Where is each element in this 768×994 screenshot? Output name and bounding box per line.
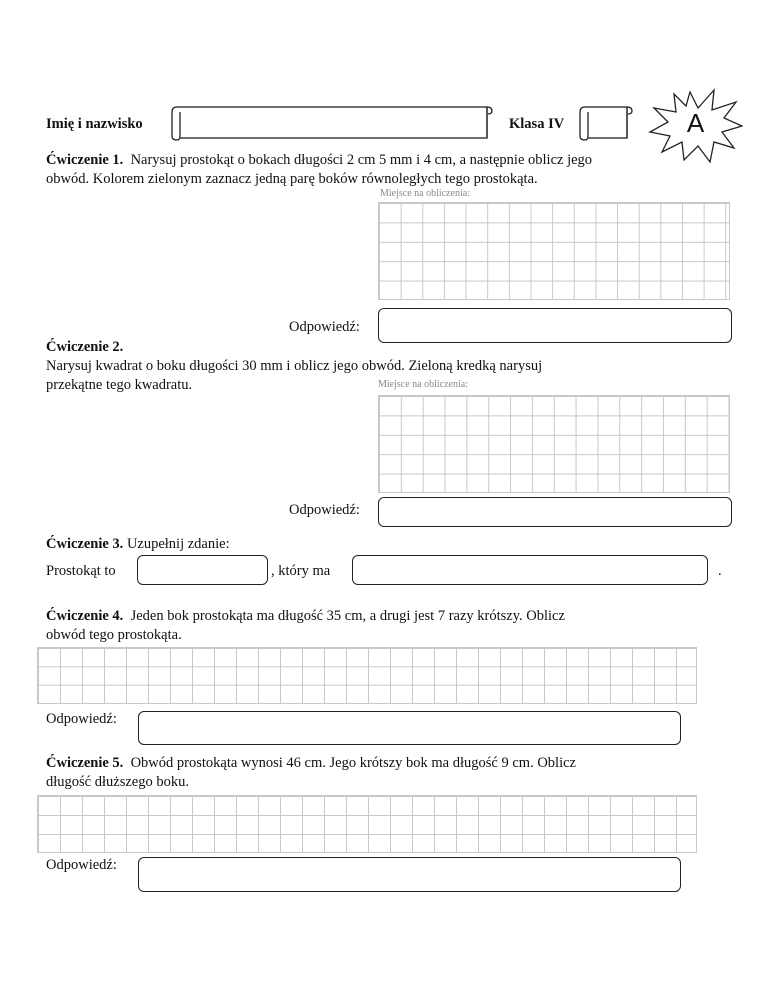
name-label: Imię i nazwisko <box>46 116 143 132</box>
exercise-1-text-2: obwód. Kolorem zielonym zaznacz jedną parę boków równoległych tego prostokąta. <box>46 171 538 187</box>
exercise-1-calc-grid[interactable] <box>378 202 730 300</box>
exercise-2-title: Ćwiczenie 2. <box>46 339 124 355</box>
exercise-1-calc-label: Miejsce na obliczenia: <box>380 188 470 199</box>
exercise-2-text-2: przekątne tego kwadratu. <box>46 377 193 393</box>
exercise-5-text-1: Obwód prostokąta wynosi 46 cm. Jego krótszy bok ma długość 9 cm. Oblicz <box>130 755 576 771</box>
exercise-2-answer-label: Odpowiedź: <box>289 502 360 518</box>
exercise-2-calc-label: Miejsce na obliczenia: <box>378 379 468 390</box>
exercise-1-title: Ćwiczenie 1. <box>46 152 124 168</box>
exercise-1-line1 <box>46 151 592 170</box>
exercise-5-text-2: długość dłuższego boku. <box>46 774 189 790</box>
version-letter: A <box>686 108 705 138</box>
exercise-3-title: Ćwiczenie 3. <box>46 536 124 552</box>
exercise-5-calc-grid[interactable] <box>37 795 697 853</box>
exercise-4-answer-field[interactable] <box>138 711 681 745</box>
scroll-frame-class <box>576 102 634 142</box>
exercise-5-answer-label: Odpowiedź: <box>46 857 117 873</box>
exercise-1-answer-field[interactable] <box>378 308 732 343</box>
class-label: Klasa IV <box>509 116 565 132</box>
exercise-3-text: Uzupełnij zdanie: <box>126 536 230 552</box>
exercise-2-answer-field[interactable] <box>378 497 732 527</box>
exercise-4-answer-label: Odpowiedź: <box>46 711 117 727</box>
exercise-4-text-2: obwód tego prostokąta. <box>46 627 182 643</box>
exercise-3-blank-1[interactable] <box>137 555 268 585</box>
exercise-3-sentence-middle: , który ma <box>271 563 331 579</box>
class-field[interactable] <box>576 102 634 142</box>
exercise-4-text-1: Jeden bok prostokąta ma długość 35 cm, a drugi jest 7 razy krótszy. Oblicz <box>130 608 565 624</box>
exercise-4-calc-grid[interactable] <box>37 647 697 704</box>
exercise-5-title: Ćwiczenie 5. <box>46 755 124 771</box>
name-field[interactable] <box>168 102 496 142</box>
exercise-5-answer-field[interactable] <box>138 857 681 892</box>
exercise-4-title: Ćwiczenie 4. <box>46 608 124 624</box>
scroll-frame-name <box>168 102 496 142</box>
exercise-4-line1 <box>46 607 565 626</box>
exercise-1-text-1: Narysuj prostokąt o bokach długości 2 cm 5 mm i 4 cm, a następnie oblicz jego <box>130 152 593 168</box>
exercise-3-blank-2[interactable] <box>352 555 708 585</box>
exercise-3-line1 <box>46 535 230 554</box>
exercise-3-sentence-start: Prostokąt to <box>46 563 116 579</box>
exercise-2-text-1: Narysuj kwadrat o boku długości 30 mm i oblicz jego obwód. Zieloną kredką narysuj <box>46 358 543 374</box>
version-badge <box>648 88 743 164</box>
exercise-5-line1 <box>46 754 576 773</box>
exercise-3-sentence-end: . <box>718 563 722 579</box>
exercise-2-calc-grid[interactable] <box>378 395 730 493</box>
exercise-1-answer-label: Odpowiedź: <box>289 319 360 335</box>
